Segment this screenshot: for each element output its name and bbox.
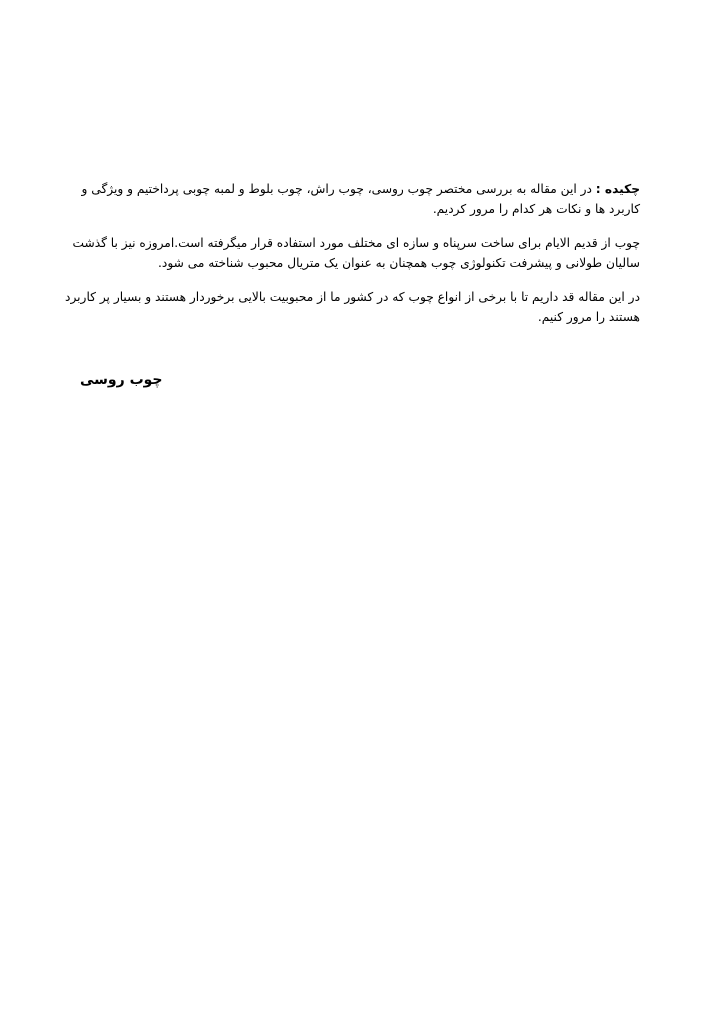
intro-line-1: چوب از قدیم الایام برای ساخت سرپناه و سازه ای مختلف مورد استفاده قرار میگرفته است.امروزه نیز با گذشت xyxy=(72,236,640,250)
document-body xyxy=(65,179,640,327)
intro-line-2: سالیان طولانی و پیشرفت تکنولوژی چوب همچنان به عنوان یک متریال محبوب شناخته می شود. xyxy=(158,256,640,270)
abstract-label: چکیده : xyxy=(595,182,640,196)
purpose-line-2: هستند را مرور کنیم. xyxy=(537,310,640,324)
section-heading-russian-wood: چوب روسی xyxy=(80,372,163,388)
intro-paragraph xyxy=(72,233,640,273)
purpose-line-1: در این مقاله قد داریم تا با برخی از انواع چوب که در کشور ما از محبوبیت بالایی برخوردار هستند و بسیار پر کاربرد xyxy=(65,290,640,304)
purpose-paragraph xyxy=(65,287,640,327)
abstract-text-1: در این مقاله به بررسی مختصر چوب روسی، چوب راش، چوب بلوط و لمبه چوبی پرداختیم و ویژگی و xyxy=(81,182,596,196)
abstract-line-1 xyxy=(80,179,640,199)
abstract-line-2: کاربرد ها و نکات هر کدام را مرور کردیم. xyxy=(432,202,640,216)
abstract-paragraph xyxy=(80,179,640,219)
